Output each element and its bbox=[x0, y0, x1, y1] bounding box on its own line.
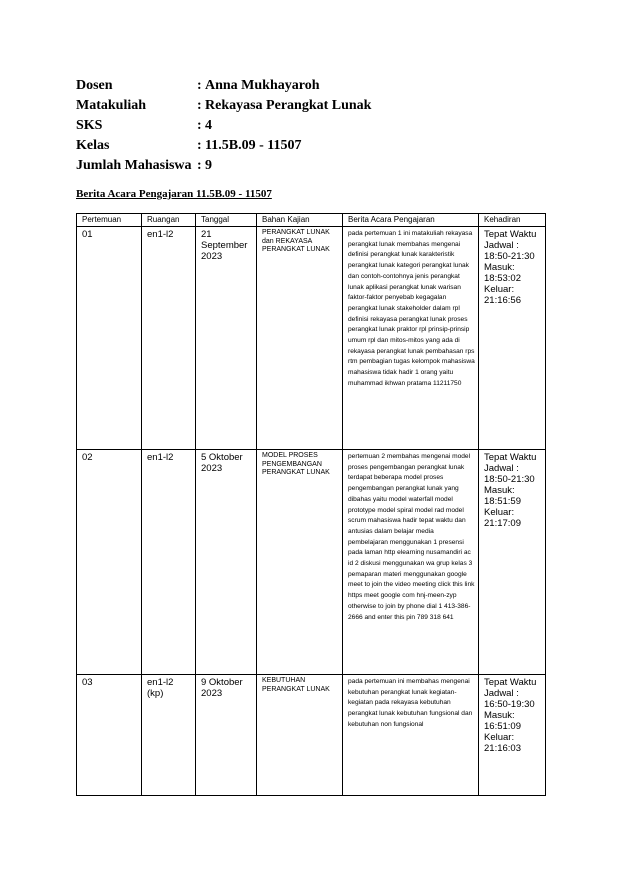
pertemuan-cell: 02 bbox=[77, 450, 142, 675]
tanggal-cell: 9 Oktober 2023 bbox=[196, 675, 257, 796]
table-row bbox=[77, 227, 546, 450]
ruangan-cell: en1-l2 (kp) bbox=[142, 675, 196, 796]
colon: : bbox=[197, 98, 202, 113]
tanggal-cell: 21 September 2023 bbox=[196, 227, 257, 450]
berita-acara-cell: pertemuan 2 membahas mengenai model proses pengembangan perangkat lunak terdapat beberapa model proses pengembangan perangkat lunak yang dibahas yaitu model waterfall model prototype model spiral model rad model scrum mahasiswa hadir tepat waktu dan antusias dalam belajar media pembelajaran menggunakan 1 presensi pada laman http elearning nusamandiri ac id 2 diskusi menggunakan wa grup kelas 3 pemaparan materi menggunakan google meet to join the video meeting click this link https meet google com hnj-meen-zyp otherwise to join by phone dial 1 413-386-2666 and enter this pin 789 318 641 bbox=[343, 450, 479, 675]
kehadiran-cell: Tepat Waktu Jadwal : 16:50-19:30 Masuk: 16:51:09 Keluar: 21:16:03 bbox=[479, 675, 546, 796]
dosen-value: Anna Mukhayaroh bbox=[205, 78, 320, 93]
kehadiran-cell: Tepat Waktu Jadwal : 18:50-21:30 Masuk: 18:53:02 Keluar: 21:16:56 bbox=[479, 227, 546, 450]
table-header-row bbox=[77, 214, 546, 227]
pertemuan-cell: 03 bbox=[77, 675, 142, 796]
berita-acara-cell: pada pertemuan ini membahas mengenai kebutuhan perangkat lunak kegiatan-kegiatan pada rekayasa kebutuhan perangkat lunak kebutuhan fungsional dan kebutuhan non fungsional bbox=[343, 675, 479, 796]
kelas-value: 11.5B.09 - 11507 bbox=[205, 138, 302, 153]
colon: : bbox=[197, 118, 202, 133]
sks-label: SKS bbox=[76, 118, 103, 133]
bahan-kajian-cell: PERANGKAT LUNAK dan REKAYASA PERANGKAT LUNAK bbox=[257, 227, 343, 450]
colon: : bbox=[197, 138, 202, 153]
dosen-row bbox=[76, 76, 371, 96]
matkul-label: Matakuliah bbox=[76, 98, 147, 113]
column-header: Bahan Kajian bbox=[257, 214, 343, 227]
ruangan-cell: en1-l2 bbox=[142, 227, 196, 450]
sks-value: 4 bbox=[205, 118, 212, 133]
column-header: Kehadiran bbox=[479, 214, 546, 227]
kelas-label: Kelas bbox=[76, 138, 110, 153]
bahan-kajian-cell: KEBUTUHAN PERANGKAT LUNAK bbox=[257, 675, 343, 796]
matkul-value: Rekayasa Perangkat Lunak bbox=[205, 98, 372, 113]
jumlah-value: 9 bbox=[205, 158, 212, 173]
column-header: Ruangan bbox=[142, 214, 196, 227]
pertemuan-cell: 01 bbox=[77, 227, 142, 450]
table-row bbox=[77, 675, 546, 796]
course-info-header bbox=[76, 76, 371, 176]
dosen-label: Dosen bbox=[76, 78, 113, 93]
matkul-row bbox=[76, 96, 371, 116]
tanggal-cell: 5 Oktober 2023 bbox=[196, 450, 257, 675]
table-row bbox=[77, 450, 546, 675]
bahan-kajian-cell: MODEL PROSES PENGEMBANGAN PERANGKAT LUNAK bbox=[257, 450, 343, 675]
jumlah-row bbox=[76, 156, 371, 176]
berita-acara-cell: pada pertemuan 1 ini matakuliah rekayasa perangkat lunak membahas mengenai definisi perangkat lunak karakteristik perangkat lunak kategori perangkat lunak dan contoh-contohnya jenis perangkat lunak aplikasi perangkat lunak warisan faktor-faktor penyebab kegagalan perangkat lunak stakeholder dalam rpl definisi rekayasa perangkat lunak proses perangkat lunak praktor rpl prinsip-prinsip umum rpl dan mitos-mitos yang ada di rekayasa perangkat lunak pembahasan rps rtm pembagian tugas kelompok mahasiswa mahasiswa tidak hadir 1 orang yaitu muhammad ikhwan pratama 11211750 bbox=[343, 227, 479, 450]
ruangan-cell: en1-l2 bbox=[142, 450, 196, 675]
section-title: Berita Acara Pengajaran 11.5B.09 - 11507 bbox=[76, 188, 272, 200]
column-header: Tanggal bbox=[196, 214, 257, 227]
kelas-row bbox=[76, 136, 371, 156]
jumlah-label: Jumlah Mahasiswa bbox=[76, 158, 192, 173]
colon: : bbox=[197, 78, 202, 93]
kehadiran-cell: Tepat Waktu Jadwal : 18:50-21:30 Masuk: 18:51:59 Keluar: 21:17:09 bbox=[479, 450, 546, 675]
sks-row bbox=[76, 116, 371, 136]
column-header: Berita Acara Pengajaran bbox=[343, 214, 479, 227]
attendance-table bbox=[76, 213, 546, 796]
column-header: Pertemuan bbox=[77, 214, 142, 227]
colon: : bbox=[197, 158, 202, 173]
